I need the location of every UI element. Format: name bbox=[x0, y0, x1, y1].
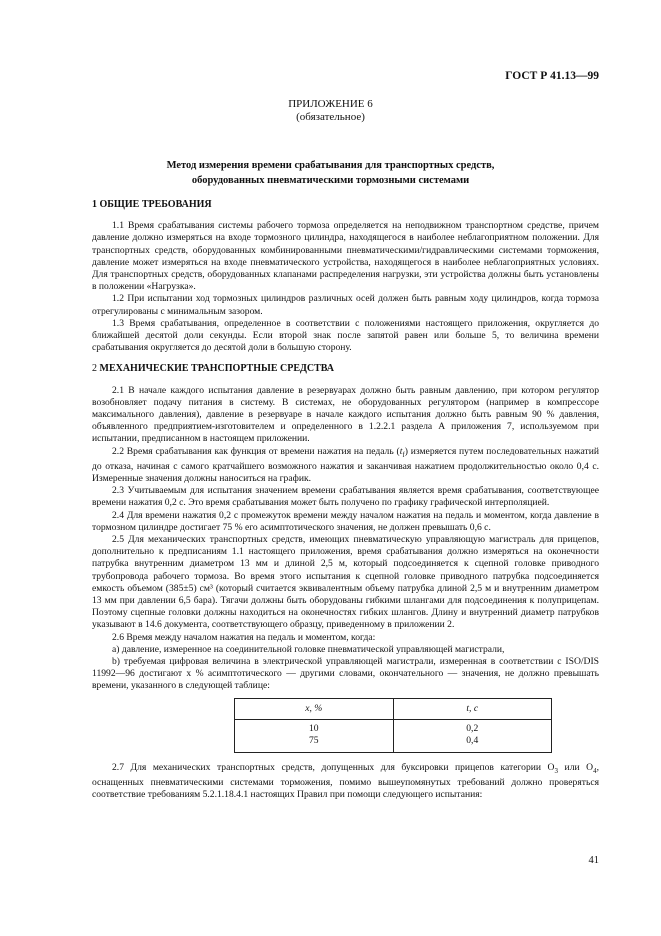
paragraph-2-6-a: а) давление, измеренное на соединительной головке пневматической управляющей магистрали, bbox=[112, 643, 505, 655]
table-cell-t: 0,2 0,4 bbox=[393, 719, 552, 752]
paragraph-2-4: 2.4 Для времени нажатия 0,2 с промежуток времени между началом нажатия на педаль и моментом, когда давление в тормозном цилиндре достигает 75 % его асимптотического значения, не должен превышать 0,6 с. bbox=[92, 509, 599, 533]
paragraph-2-1: 2.1 В начале каждого испытания давление в резервуарах должно быть равным давлению, при котором регулятор возобновляет подачу питания в систему. В системах, не оборудованных регулятором (например в компрессоре максимального давления), давление в резервуаре в начале каждого испытания должно быть равным 90 % давления, объявленного предприятием-изготовителем и определенного в 1.2.2.1 раздела А приложения 7, используемом при испытании, предписанном в настоящем приложении. bbox=[92, 384, 599, 445]
section-2-number: 2 bbox=[92, 363, 100, 375]
table-row bbox=[235, 719, 552, 752]
appendix-heading bbox=[0, 98, 661, 124]
paragraph-2-5: 2.5 Для механических транспортных средств, имеющих пневматическую управляющую магистраль для прицепов, дополнительно к предписаниям 1.1 настоящего приложения, время срабатывания должно измеряться на оконечности патрубка внутренним диаметром 13 мм и длиной 2,5 м, который подсоединяется к сцепной головке приводного трубопровода рабочего тормоза. Во время этого испытания к сцепной головке приводного патрубка подсоединяется емкость объемом (385±5) см³ (который считается эквивалентным объему патрубка длиной 2,5 м и внутренним диаметром 13 мм при давлении 6,5 бара). Тягачи должны быть оборудованы гибкими шлангами для подсоединения к полуприцепам. Поэтому сцепные головки должны находиться на оконечностях гибких шлангов. Длину и внутренний диаметр патрубков указывают в 14.6 документа, соответствующего образцу, приведенному в приложении 2. bbox=[92, 533, 599, 631]
paragraph-2-6: 2.6 Время между началом нажатия на педаль и моментом, когда: bbox=[112, 631, 376, 643]
paragraph-2-2: 2.2 Время срабатывания как функция от времени нажатия на педаль $(t_f)$ измеряется путем последовательных нажатий до отказа, начиная с самого кратчайшего возможного нажатия и заканчивая нажатием продолжительностью около 0,4 с. Измеренные значения должны наноситься на график. bbox=[92, 445, 599, 484]
response-time-table bbox=[234, 698, 552, 753]
paragraph-1-1: 1.1 Время срабатывания системы рабочего тормоза определяется на неподвижном транспортном средстве, причем давление должно измеряться на входе тормозного цилиндра, находящегося в наиболее неблагоприятном положении. Для транспортных средств, оборудованных комбинированными пневматическими/гидравлическими системами торможения, давление может измеряться на входе пневматического устройства, находящегося в наиболее неблагоприятных условиях. Для транспортных средств, оборудованных клапанами распределения нагрузки, эти устройства должны быть установлены в положении «Нагрузка». bbox=[92, 220, 599, 293]
table-header-t: t, c bbox=[393, 698, 552, 719]
title-line-1: Метод измерения времени срабатывания для транспортных средств, bbox=[166, 160, 495, 171]
paragraph-2-7: 2.7 Для механических транспортных средств, допущенных для буксировки прицепов категории $O_3$ или $O_4$, оснащенных пневматическими системами торможения, помимо вышеупомянутых требований должно проверяться соответствие требованиям 5.2.1.18.4.1 настоящих Правил при помощи следующего испытания: bbox=[92, 761, 599, 800]
section-2-title: МЕХАНИЧЕСКИЕ ТРАНСПОРТНЫЕ СРЕДСТВА bbox=[99, 363, 335, 375]
document-id: ГОСТ Р 41.13—99 bbox=[505, 70, 599, 82]
section-1-heading: 1 ОБЩИЕ ТРЕБОВАНИЯ bbox=[92, 199, 212, 210]
section-2-heading bbox=[92, 363, 599, 375]
table-header-row bbox=[235, 698, 552, 719]
appendix-subtitle: (обязательное) bbox=[296, 111, 365, 123]
paragraph-1-3: 1.3 Время срабатывания, определенное в соответствии с положениями настоящего приложения, округляется до ближайшей десятой доли секунды. Если второй знак после запятой равен или больше 5, то величина времени срабатывания округляется до десятой доли в большую сторону. bbox=[92, 317, 599, 354]
table-cell-x: 10 75 bbox=[235, 719, 394, 752]
table-header-x: x, % bbox=[235, 698, 394, 719]
document-title bbox=[0, 158, 661, 188]
paragraph-2-3: 2.3 Учитываемым для испытания значением времени срабатывания является время срабатывания, соответствующее времени нажатия 0,2 с. Это время срабатывания может быть получено по графику графической интерполяцией. bbox=[92, 485, 599, 509]
title-line-2: оборудованных пневматическими тормозными системами bbox=[191, 175, 470, 186]
appendix-title: ПРИЛОЖЕНИЕ 6 bbox=[288, 98, 373, 110]
paragraph-1-2: 1.2 При испытании ход тормозных цилиндров различных осей должен быть равным ходу цилиндров, когда тормоза отрегулированы с минимальным зазором. bbox=[92, 293, 599, 317]
document-body bbox=[92, 199, 599, 801]
page-number: 41 bbox=[588, 855, 599, 866]
paragraph-2-6-b: b) требуемая цифровая величина в электрической управляющей магистрали, измеренная в соответствии с ISO/DIS 11992—96 достигают x % асимптотического — другими словами, окончательного — значения, не должно превышать времени, указанного в следующей таблице: bbox=[92, 656, 599, 692]
